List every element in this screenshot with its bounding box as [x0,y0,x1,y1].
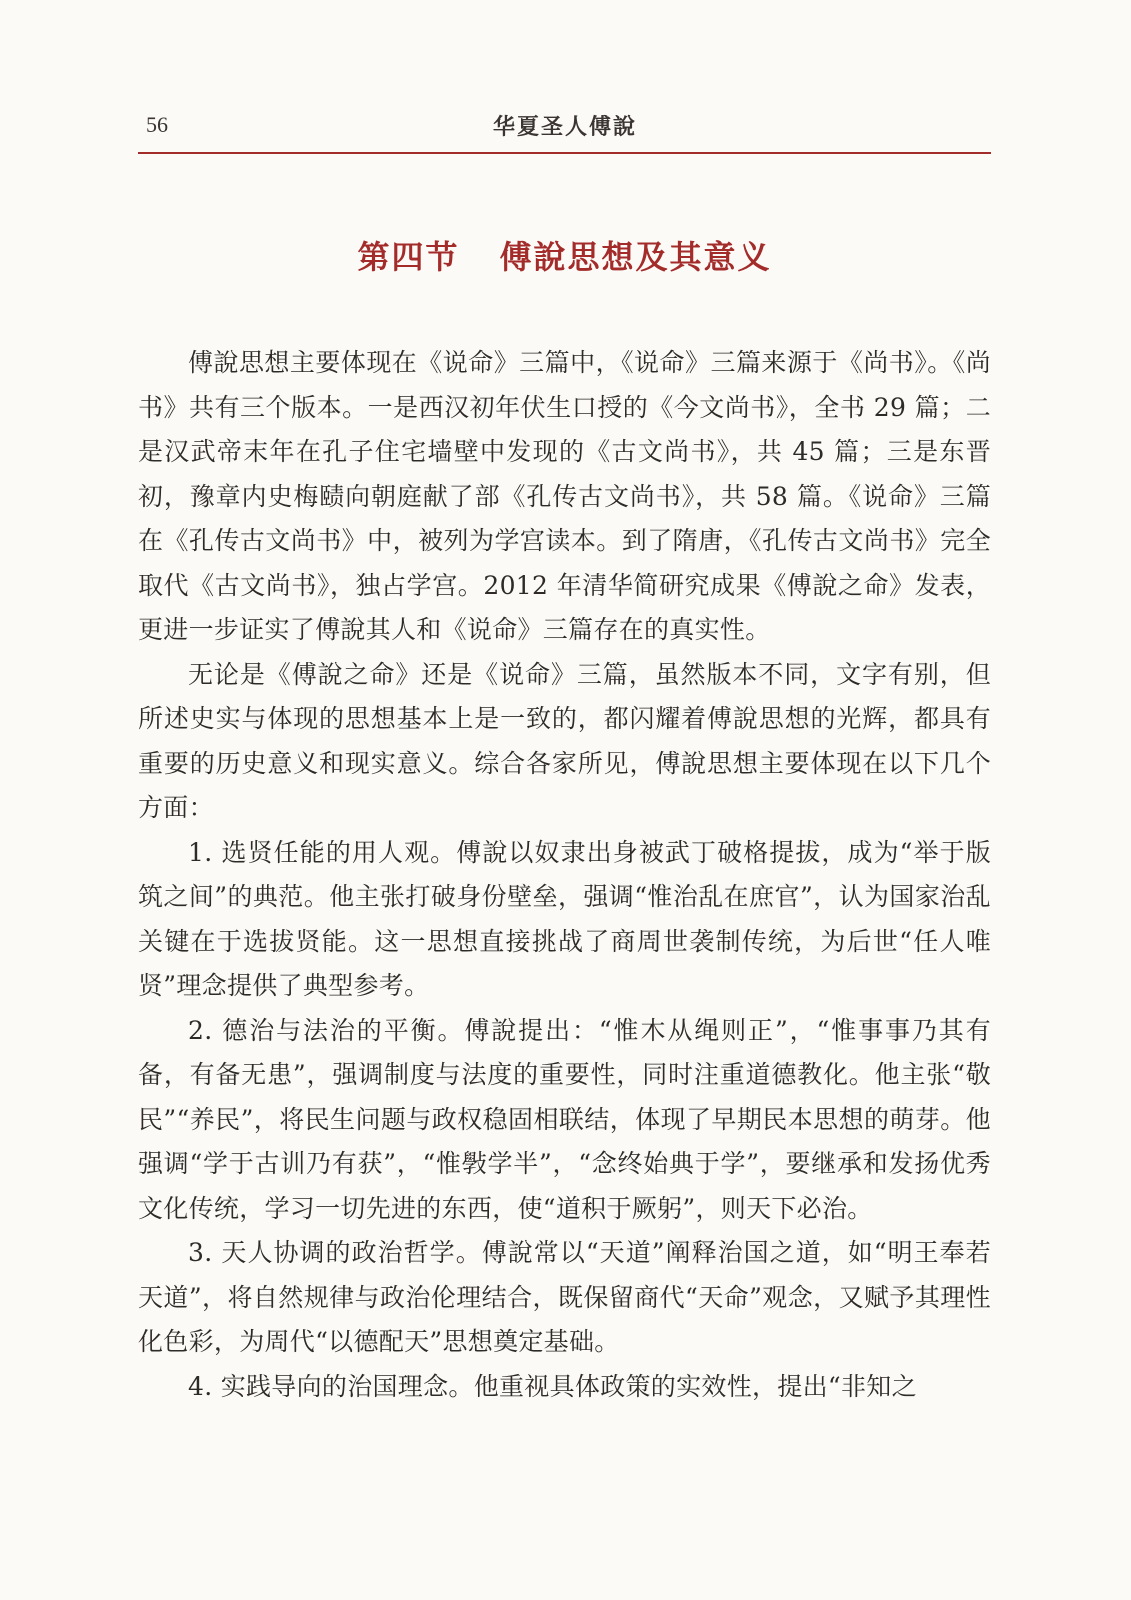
paragraph-point-3: 3. 天人协调的政治哲学。傅說常以“天道”阐释治国之道，如“明王奉若天道”，将自然规律与政治伦理结合，既保留商代“天命”观念，又赋予其理性化色彩，为周代“以德配天”思想奠定基础。 [138,1238,991,1356]
section-number: 第四节 [357,238,460,276]
paragraph-point-2: 2. 德治与法治的平衡。傅說提出：“惟木从绳则正”，“惟事事乃其有备，有备无患”，强调制度与法度的重要性，同时注重道德教化。他主张“敬民”“养民”，将民生问题与政权稳固相联结，体现了早期民本思想的萌芽。他强调“学于古训乃有获”，“惟斅学半”，“念终始典于学”，要继承和发扬优秀文化传统，学习一切先进的东西，使“道积于厥躬”，则天下必治。 [138,1015,991,1223]
paragraph-point-1: 1. 选贤任能的用人观。傅說以奴隶出身被武丁破格提拔，成为“举于版筑之间”的典范。他主张打破身份壁垒，强调“惟治乱在庶官”，认为国家治乱关键在于选拔贤能。这一思想直接挑战了商周世袭制传统，为后世“任人唯贤”理念提供了典型参考。 [138,837,991,1000]
body-text [138,341,991,1409]
section-title [138,232,991,278]
page-number: 56 [146,112,168,137]
header-rule [138,152,991,154]
paragraph-overview: 无论是《傅說之命》还是《说命》三篇，虽然版本不同，文字有别，但所述史实与体现的思想基本上是一致的，都闪耀着傅說思想的光辉，都具有重要的历史意义和现实意义。综合各家所见，傅說思想主要体现在以下几个方面： [138,659,991,822]
paragraph-point-4: 4. 实践导向的治国理念。他重视具体政策的实效性，提出“非知之 [188,1371,917,1401]
paragraph-intro: 傅說思想主要体现在《说命》三篇中，《说命》三篇来源于《尚书》。《尚书》共有三个版本。一是西汉初年伏生口授的《今文尚书》，全书 29 篇；二是汉武帝末年在孔子住宅墙壁中发现的《古文尚书》，共 45 篇；三是东晋初，豫章内史梅赜向朝庭献了部《孔传古文尚书》，共 58 篇。《说命》三篇在《孔传古文尚书》中，被列为学宫读本。到了隋唐，《孔传古文尚书》完全取代《古文尚书》，独占学宫。2012 年清华简研究成果《傅說之命》发表，更进一步证实了傅說其人和《说命》三篇存在的真实性。 [138,348,991,644]
section-title-text: 傅說思想及其意义 [499,238,772,276]
running-head-book-title: 华夏圣人傅說 [492,114,637,140]
